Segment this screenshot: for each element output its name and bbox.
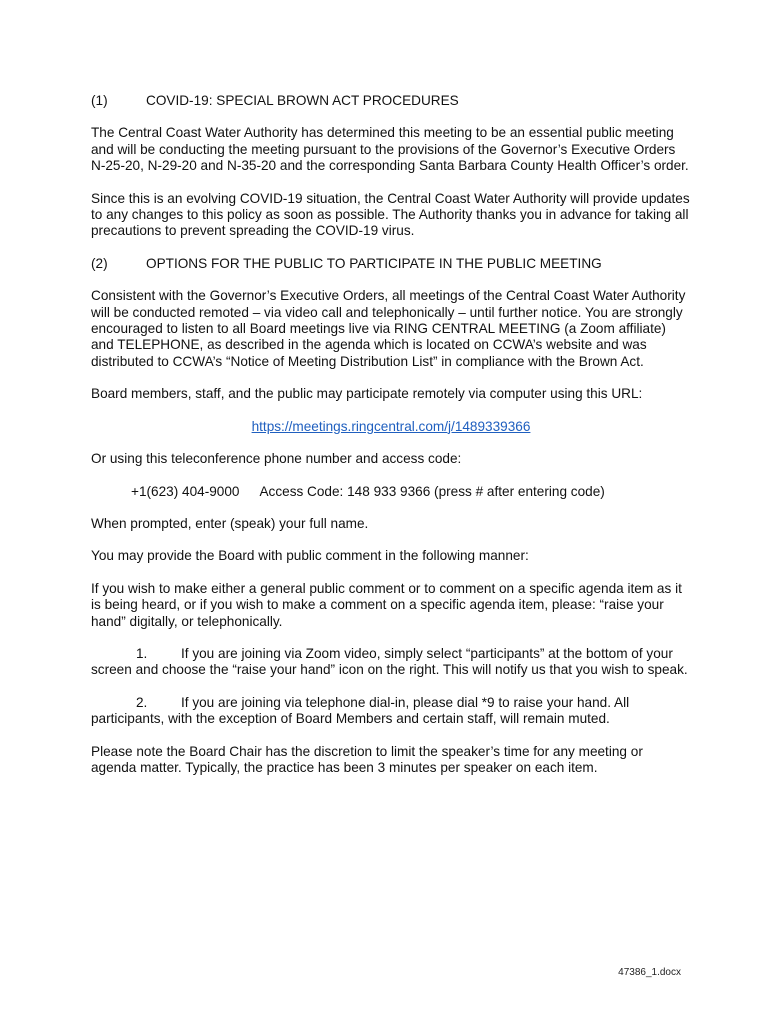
paragraph-public-comment: You may provide the Board with public comment in the following manner:: [91, 548, 529, 564]
paragraph-time-limit: Please note the Board Chair has the discretion to limit the speaker’s time for any meeting or agenda matter. Typically, the practice has been 3 minutes per speaker on each item.: [91, 743, 643, 775]
list-item-number: 2.: [136, 694, 148, 710]
section-heading-2: [91, 256, 691, 272]
meeting-url-link[interactable]: https://meetings.ringcentral.com/j/1489339366: [251, 418, 531, 434]
list-item-zoom: [91, 646, 691, 679]
paragraph-raise-hand: If you wish to make either a general public comment or to comment on a specific agenda item as it is being heard, or if you wish to make a comment on a specific agenda item, please: “raise your hand” digitally, or telephonically.: [91, 580, 682, 629]
paragraph-remote-participation: Board members, staff, and the public may participate remotely via computer using this URL:: [91, 386, 643, 402]
list-item-text: If you are joining via Zoom video, simply select “participants” at the bottom of your screen and choose the “raise your hand” icon on the right. This will notify us that you wish to speak.: [91, 645, 688, 678]
paragraph-executive-orders: Consistent with the Governor’s Executive Orders, all meetings of the Central Coast Water Authority will be conducted remoted – via video call and telephonically – until further notice. You are strongly encouraged to listen to all Board meetings live via RING CENTRAL MEETING (a Zoom affiliate) and TELEPHONE, as described in the agenda which is located on CCWA’s website and was distributed to CCWA’s “Notice of Meeting Distribution List” in compliance with the Brown Act.: [91, 288, 686, 369]
section-title: OPTIONS FOR THE PUBLIC TO PARTICIPATE IN THE PUBLIC MEETING: [146, 255, 602, 271]
section-number: (1): [91, 93, 108, 108]
phone-access-line: [91, 484, 691, 500]
phone-number: +1(623) 404-9000: [131, 483, 240, 499]
paragraph-evolving-situation: Since this is an evolving COVID-19 situation, the Central Coast Water Authority will provide updates to any changes to this policy as soon as possible. The Authority thanks you in advance for taking all precautions to prevent spreading the COVID-19 virus.: [91, 190, 690, 239]
list-item-telephone: [91, 695, 691, 728]
document-body: [91, 93, 691, 792]
section-title: COVID-19: SPECIAL BROWN ACT PROCEDURES: [146, 93, 459, 108]
document-filename-footer: 47386_1.docx: [618, 967, 681, 978]
section-heading-1: [91, 93, 691, 109]
access-code: Access Code: 148 933 9366 (press # after entering code): [259, 483, 605, 499]
meeting-url-line: [91, 419, 691, 435]
section-number: (2): [91, 255, 108, 271]
paragraph-speak-name: When prompted, enter (speak) your full name.: [91, 515, 369, 531]
list-item-text: If you are joining via telephone dial-in, please dial *9 to raise your hand. All participants, with the exception of Board Members and certain staff, will remain muted.: [91, 694, 630, 727]
list-item-number: 1.: [136, 645, 148, 661]
paragraph-phone-intro: Or using this teleconference phone number and access code:: [91, 451, 462, 467]
paragraph-essential-meeting: The Central Coast Water Authority has determined this meeting to be an essential public meeting and will be conducting the meeting pursuant to the provisions of the Governor’s Executive Orders N-25-20, N-29-20 and N-35-20 and the corresponding Santa Barbara County Health Officer’s order.: [91, 125, 689, 174]
